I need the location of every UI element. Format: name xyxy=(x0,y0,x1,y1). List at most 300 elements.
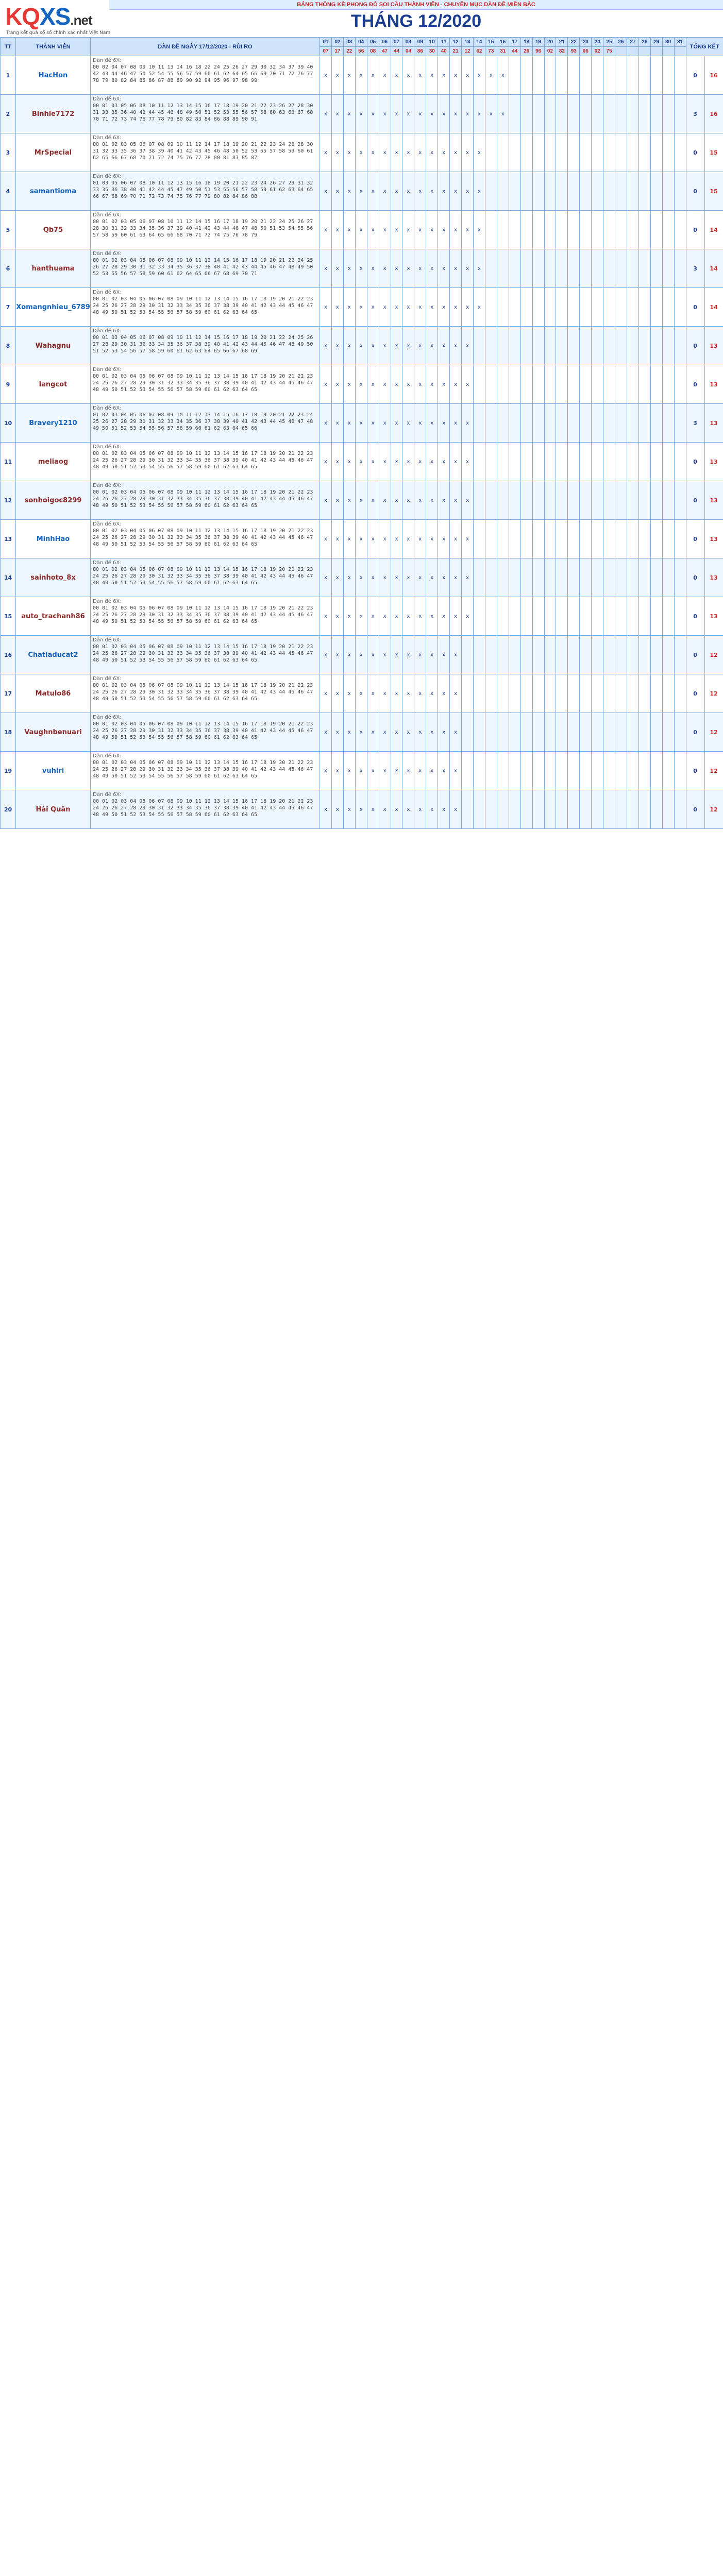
day-mark xyxy=(592,636,603,674)
day-mark xyxy=(556,443,568,481)
day-mark: x xyxy=(355,558,367,597)
day-header: 17 xyxy=(509,38,520,47)
row-index: 15 xyxy=(1,597,16,636)
day-mark: x xyxy=(462,133,474,172)
row-index: 13 xyxy=(1,520,16,558)
total-days: 13 xyxy=(704,365,723,404)
day-mark: x xyxy=(320,752,332,790)
number-list: 00 01 02 03 04 05 06 07 08 09 10 11 12 13 14 15 16 17 18 19 20 21 22 23 24 25 26 27 28 29 30 31 32 33 34 35 36 37 38 39 40 41 42 43 44 45 46 47 48 49 50 51 52 53 54 55 56 57 58 59 60 61 62 63 64 65 xyxy=(93,296,313,315)
row-index: 14 xyxy=(1,558,16,597)
day-mark xyxy=(556,481,568,520)
day-mark xyxy=(532,288,544,327)
day-mark xyxy=(650,558,662,597)
day-mark xyxy=(568,249,580,288)
day-mark xyxy=(485,249,497,288)
day-mark xyxy=(592,133,603,172)
day-header: 07 xyxy=(391,38,402,47)
number-set-label: Dàn đề 6X: xyxy=(93,715,122,720)
day-mark: x xyxy=(450,481,462,520)
day-mark: x xyxy=(402,520,414,558)
day-mark: x xyxy=(450,365,462,404)
day-result: 75 xyxy=(603,47,615,56)
banner xyxy=(109,0,723,10)
day-mark: x xyxy=(391,327,402,365)
number-set-label: Dàn đề 6X: xyxy=(93,135,122,141)
day-mark xyxy=(580,481,592,520)
member-name[interactable]: Matulo86 xyxy=(16,674,91,713)
day-mark: x xyxy=(331,674,343,713)
total-days: 13 xyxy=(704,404,723,443)
day-mark: x xyxy=(320,520,332,558)
day-mark xyxy=(544,636,556,674)
day-mark: x xyxy=(367,481,379,520)
day-header: 18 xyxy=(520,38,532,47)
day-mark xyxy=(520,520,532,558)
number-list: 00 01 02 03 04 05 06 07 08 09 10 11 12 13 14 15 16 17 18 19 20 21 22 23 24 25 26 27 28 29 30 31 32 33 34 35 36 37 38 39 40 41 42 43 44 45 46 47 48 49 50 51 52 53 54 55 56 57 58 59 60 61 62 63 64 65 xyxy=(93,760,313,779)
day-mark xyxy=(556,172,568,211)
day-mark: x xyxy=(391,288,402,327)
day-mark xyxy=(568,443,580,481)
day-mark: x xyxy=(402,636,414,674)
table-row xyxy=(1,752,723,790)
total-hits: 0 xyxy=(686,520,704,558)
day-mark: x xyxy=(402,674,414,713)
total-hits: 0 xyxy=(686,133,704,172)
day-mark xyxy=(662,327,674,365)
day-mark xyxy=(568,288,580,327)
day-mark: x xyxy=(402,327,414,365)
day-mark: x xyxy=(402,404,414,443)
day-mark: x xyxy=(414,172,426,211)
table-row xyxy=(1,481,723,520)
day-mark: x xyxy=(367,211,379,249)
day-mark: x xyxy=(379,95,391,133)
day-mark: x xyxy=(379,172,391,211)
day-mark xyxy=(544,558,556,597)
member-name[interactable]: langcot xyxy=(16,365,91,404)
day-mark xyxy=(603,674,615,713)
day-mark xyxy=(627,636,638,674)
member-name[interactable]: sonhoigoc8299 xyxy=(16,481,91,520)
day-header: 22 xyxy=(568,38,580,47)
day-mark xyxy=(650,249,662,288)
day-result: 22 xyxy=(343,47,355,56)
day-mark xyxy=(615,249,627,288)
day-mark xyxy=(544,365,556,404)
day-mark xyxy=(497,404,509,443)
day-mark xyxy=(532,790,544,829)
day-mark xyxy=(662,597,674,636)
day-mark xyxy=(638,327,650,365)
member-name[interactable]: sainhoto_8x xyxy=(16,558,91,597)
site-logo[interactable] xyxy=(5,3,111,36)
row-index: 8 xyxy=(1,327,16,365)
number-set xyxy=(91,636,320,674)
total-hits: 3 xyxy=(686,404,704,443)
day-mark: x xyxy=(331,211,343,249)
day-mark xyxy=(485,211,497,249)
day-mark xyxy=(638,481,650,520)
number-set xyxy=(91,365,320,404)
member-name[interactable]: meliaog xyxy=(16,443,91,481)
day-result: 96 xyxy=(532,47,544,56)
day-mark xyxy=(627,481,638,520)
day-mark xyxy=(520,172,532,211)
day-mark: x xyxy=(426,327,438,365)
day-header: 04 xyxy=(355,38,367,47)
number-list: 00 01 02 03 04 05 06 07 08 09 10 11 12 13 14 15 16 17 18 19 20 21 22 23 24 25 26 27 28 29 30 31 32 33 34 35 36 37 38 39 40 41 42 43 44 45 46 47 48 49 50 51 52 53 54 55 56 57 58 59 60 61 62 63 64 65 xyxy=(93,451,313,470)
day-mark xyxy=(615,172,627,211)
day-mark: x xyxy=(414,288,426,327)
day-mark xyxy=(674,790,686,829)
day-mark: x xyxy=(379,133,391,172)
day-mark xyxy=(509,172,520,211)
day-mark xyxy=(638,211,650,249)
day-header: 28 xyxy=(638,38,650,47)
total-days: 12 xyxy=(704,674,723,713)
day-result: 44 xyxy=(509,47,520,56)
page-title: THÁNG 12/2020 xyxy=(350,11,482,31)
day-mark: x xyxy=(379,288,391,327)
day-mark xyxy=(497,790,509,829)
day-mark xyxy=(615,327,627,365)
day-mark: x xyxy=(320,211,332,249)
day-mark xyxy=(638,95,650,133)
day-mark: x xyxy=(391,481,402,520)
day-result: 04 xyxy=(402,47,414,56)
member-name[interactable]: MinhHao xyxy=(16,520,91,558)
day-mark xyxy=(509,558,520,597)
day-mark xyxy=(638,520,650,558)
total-hits: 0 xyxy=(686,558,704,597)
day-mark: x xyxy=(438,211,450,249)
number-set xyxy=(91,790,320,829)
day-mark xyxy=(615,636,627,674)
day-mark xyxy=(509,481,520,520)
day-mark xyxy=(662,249,674,288)
day-mark: x xyxy=(473,95,485,133)
member-name[interactable]: MrSpecial xyxy=(16,133,91,172)
day-mark xyxy=(638,752,650,790)
day-mark: x xyxy=(438,327,450,365)
number-list: 00 01 02 03 04 05 06 07 08 09 10 11 12 13 14 15 16 17 18 19 20 21 22 23 24 25 26 27 28 29 30 31 32 33 34 35 36 37 38 39 40 41 42 43 44 45 46 47 48 49 50 51 52 53 54 55 56 57 58 59 60 61 62 63 64 65 xyxy=(93,644,313,663)
day-mark: x xyxy=(379,790,391,829)
day-mark xyxy=(638,133,650,172)
day-header: 24 xyxy=(592,38,603,47)
day-mark xyxy=(497,597,509,636)
day-mark: x xyxy=(367,713,379,752)
day-mark: x xyxy=(379,636,391,674)
number-set-label: Dàn đề 6X: xyxy=(93,251,122,257)
day-mark: x xyxy=(355,133,367,172)
day-mark xyxy=(497,481,509,520)
day-mark xyxy=(580,56,592,95)
day-mark: x xyxy=(402,597,414,636)
row-index: 17 xyxy=(1,674,16,713)
member-name[interactable]: Bravery1210 xyxy=(16,404,91,443)
day-mark xyxy=(650,95,662,133)
day-mark xyxy=(650,327,662,365)
day-mark xyxy=(485,443,497,481)
total-hits: 0 xyxy=(686,713,704,752)
day-mark: x xyxy=(379,211,391,249)
day-mark xyxy=(662,95,674,133)
day-mark xyxy=(662,288,674,327)
day-mark xyxy=(638,674,650,713)
member-name[interactable]: Hài Quân xyxy=(16,790,91,829)
member-name[interactable]: Chatladucat2 xyxy=(16,636,91,674)
day-mark xyxy=(568,636,580,674)
total-days: 12 xyxy=(704,713,723,752)
day-mark: x xyxy=(450,95,462,133)
day-mark xyxy=(520,327,532,365)
day-result: 73 xyxy=(485,47,497,56)
row-index: 3 xyxy=(1,133,16,172)
number-set-label: Dàn đề 6X: xyxy=(93,753,122,759)
day-mark xyxy=(674,327,686,365)
day-mark: x xyxy=(343,172,355,211)
number-set xyxy=(91,752,320,790)
member-name[interactable]: HacHon xyxy=(16,56,91,95)
day-mark xyxy=(544,211,556,249)
day-mark xyxy=(520,249,532,288)
day-mark xyxy=(580,597,592,636)
day-mark: x xyxy=(462,558,474,597)
day-mark xyxy=(603,172,615,211)
day-mark: x xyxy=(391,713,402,752)
day-mark xyxy=(592,56,603,95)
day-mark: x xyxy=(343,558,355,597)
total-days: 14 xyxy=(704,211,723,249)
day-mark: x xyxy=(367,172,379,211)
day-mark xyxy=(544,520,556,558)
total-days: 14 xyxy=(704,249,723,288)
day-mark xyxy=(497,443,509,481)
table-row xyxy=(1,95,723,133)
day-mark: x xyxy=(343,520,355,558)
day-mark: x xyxy=(355,752,367,790)
day-mark xyxy=(520,404,532,443)
member-name[interactable]: vuhiri xyxy=(16,752,91,790)
day-mark xyxy=(497,752,509,790)
day-mark xyxy=(497,558,509,597)
day-mark xyxy=(674,365,686,404)
total-days: 16 xyxy=(704,95,723,133)
day-mark: x xyxy=(355,172,367,211)
member-name[interactable]: Binhle7172 xyxy=(16,95,91,133)
day-mark xyxy=(532,443,544,481)
member-name[interactable]: samantioma xyxy=(16,172,91,211)
day-mark xyxy=(532,713,544,752)
day-header: 31 xyxy=(674,38,686,47)
day-mark xyxy=(650,520,662,558)
day-mark xyxy=(532,56,544,95)
table-row xyxy=(1,674,723,713)
day-mark xyxy=(580,713,592,752)
day-mark: x xyxy=(438,249,450,288)
day-mark: x xyxy=(426,95,438,133)
day-header: 25 xyxy=(603,38,615,47)
number-set xyxy=(91,95,320,133)
total-days: 15 xyxy=(704,172,723,211)
day-mark: x xyxy=(367,56,379,95)
day-mark xyxy=(544,713,556,752)
number-list: 00 02 04 07 08 09 10 11 13 14 16 18 22 24 25 26 27 29 30 32 34 37 39 40 42 43 44 46 47 50 52 54 55 56 57 59 60 61 62 64 65 66 69 70 71 72 76 77 78 79 80 82 84 85 86 87 88 89 90 92 94 95 96 97 98 99 xyxy=(93,64,313,83)
day-mark: x xyxy=(331,481,343,520)
total-hits: 0 xyxy=(686,172,704,211)
day-mark xyxy=(520,95,532,133)
day-mark: x xyxy=(438,481,450,520)
day-mark xyxy=(532,481,544,520)
day-mark: x xyxy=(438,713,450,752)
day-mark: x xyxy=(343,211,355,249)
member-name[interactable]: Xomangnhieu_6789 xyxy=(16,288,91,327)
day-mark xyxy=(568,713,580,752)
row-index: 20 xyxy=(1,790,16,829)
day-mark xyxy=(532,674,544,713)
day-mark: x xyxy=(438,558,450,597)
day-mark: x xyxy=(391,520,402,558)
day-mark: x xyxy=(414,674,426,713)
day-mark xyxy=(650,752,662,790)
number-list: 00 01 02 03 04 05 06 07 08 09 10 11 12 13 14 15 16 17 18 19 20 21 22 23 24 25 26 27 28 29 30 31 32 33 34 35 36 37 38 39 40 41 42 43 44 45 46 47 48 49 50 51 52 53 54 55 56 57 58 59 60 61 62 63 64 65 xyxy=(93,605,313,624)
day-mark: x xyxy=(426,790,438,829)
day-mark: x xyxy=(414,752,426,790)
day-mark xyxy=(532,404,544,443)
day-mark xyxy=(485,404,497,443)
day-result xyxy=(627,47,638,56)
day-mark xyxy=(544,404,556,443)
day-mark xyxy=(638,365,650,404)
day-mark: x xyxy=(438,636,450,674)
day-mark xyxy=(520,288,532,327)
day-mark: x xyxy=(462,288,474,327)
member-name[interactable]: auto_trachanh86 xyxy=(16,597,91,636)
day-mark xyxy=(615,558,627,597)
day-mark xyxy=(532,597,544,636)
member-name[interactable]: hanthuama xyxy=(16,249,91,288)
total-days: 12 xyxy=(704,752,723,790)
day-mark xyxy=(603,752,615,790)
day-mark: x xyxy=(355,211,367,249)
day-mark xyxy=(615,752,627,790)
day-mark xyxy=(462,713,474,752)
day-header: 06 xyxy=(379,38,391,47)
day-mark xyxy=(532,752,544,790)
day-mark: x xyxy=(331,713,343,752)
day-mark: x xyxy=(414,249,426,288)
day-mark xyxy=(615,520,627,558)
day-mark xyxy=(485,558,497,597)
day-mark xyxy=(580,249,592,288)
day-mark: x xyxy=(426,481,438,520)
day-mark xyxy=(674,713,686,752)
day-mark xyxy=(627,558,638,597)
day-mark xyxy=(592,249,603,288)
day-mark: x xyxy=(331,56,343,95)
number-set-label: Dàn đề 6X: xyxy=(93,444,122,450)
table-row xyxy=(1,211,723,249)
table-row xyxy=(1,790,723,829)
day-mark xyxy=(674,288,686,327)
day-mark xyxy=(592,558,603,597)
day-mark xyxy=(485,520,497,558)
number-set-label: Dàn đề 6X: xyxy=(93,174,122,179)
day-mark: x xyxy=(473,133,485,172)
day-mark: x xyxy=(367,520,379,558)
day-mark xyxy=(473,674,485,713)
day-mark xyxy=(509,327,520,365)
day-mark xyxy=(497,249,509,288)
member-name[interactable]: Vaughnbenuari xyxy=(16,713,91,752)
number-set-label: Dàn đề 6X: xyxy=(93,96,122,102)
day-mark: x xyxy=(438,752,450,790)
day-mark xyxy=(603,443,615,481)
day-mark: x xyxy=(414,558,426,597)
day-mark: x xyxy=(450,520,462,558)
day-mark xyxy=(473,327,485,365)
day-mark: x xyxy=(343,249,355,288)
day-mark xyxy=(497,674,509,713)
day-header: 08 xyxy=(402,38,414,47)
day-mark xyxy=(485,133,497,172)
day-header: 11 xyxy=(438,38,450,47)
day-mark xyxy=(556,327,568,365)
day-mark xyxy=(592,713,603,752)
day-mark: x xyxy=(426,520,438,558)
day-header: 10 xyxy=(426,38,438,47)
day-header: 23 xyxy=(580,38,592,47)
day-mark xyxy=(509,211,520,249)
row-index: 7 xyxy=(1,288,16,327)
day-mark: x xyxy=(426,288,438,327)
day-mark: x xyxy=(450,133,462,172)
member-name[interactable]: Wahagnu xyxy=(16,327,91,365)
day-mark xyxy=(603,520,615,558)
logo-tagline: Trang kết quả xổ số chính xác nhất Việt Nam xyxy=(6,30,111,36)
day-mark: x xyxy=(450,404,462,443)
day-mark: x xyxy=(402,365,414,404)
day-mark xyxy=(462,790,474,829)
day-mark xyxy=(674,172,686,211)
day-result: 86 xyxy=(414,47,426,56)
day-mark: x xyxy=(402,211,414,249)
day-mark: x xyxy=(343,56,355,95)
day-mark: x xyxy=(343,674,355,713)
day-mark: x xyxy=(391,404,402,443)
day-mark: x xyxy=(343,752,355,790)
total-hits: 3 xyxy=(686,249,704,288)
day-mark xyxy=(662,481,674,520)
day-mark xyxy=(544,597,556,636)
member-name[interactable]: Qb75 xyxy=(16,211,91,249)
day-mark: x xyxy=(450,443,462,481)
day-mark xyxy=(592,404,603,443)
day-mark: x xyxy=(320,558,332,597)
day-mark: x xyxy=(426,558,438,597)
day-mark: x xyxy=(462,172,474,211)
day-mark xyxy=(556,288,568,327)
day-mark xyxy=(485,481,497,520)
day-mark xyxy=(568,520,580,558)
day-mark xyxy=(568,95,580,133)
day-result: 02 xyxy=(544,47,556,56)
day-mark: x xyxy=(473,56,485,95)
day-mark: x xyxy=(426,674,438,713)
day-mark: x xyxy=(426,249,438,288)
day-mark: x xyxy=(379,713,391,752)
day-mark xyxy=(556,404,568,443)
